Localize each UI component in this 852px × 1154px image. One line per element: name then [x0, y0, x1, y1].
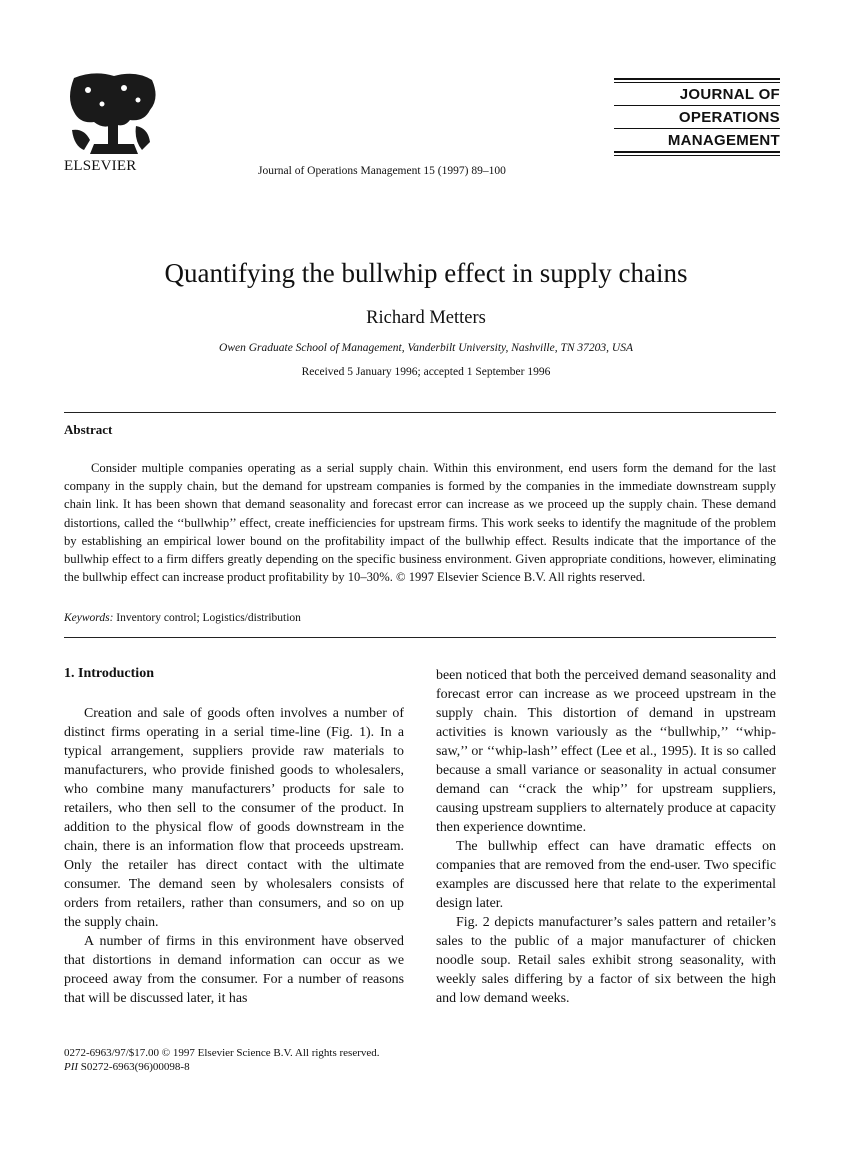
journal-logo-divider-2 — [614, 128, 780, 129]
journal-logo-rule-bottom2 — [614, 155, 780, 156]
pii-value: S0272-6963(96)00098-8 — [80, 1061, 190, 1073]
keywords-text: Inventory control; Logistics/distribution — [116, 612, 301, 624]
right-column — [436, 666, 776, 1008]
pii-label: PII — [64, 1061, 79, 1073]
abstract-heading: Abstract — [64, 422, 113, 437]
journal-logo-line2: OPERATIONS — [678, 109, 780, 126]
paragraph: Fig. 2 depicts manufacturer’s sales pattern and retailer’s sales to the public of a major manufacturer of chicken noodle soup. Retail sales exhibit strong seasonality, with weekly sales differing by a factor of six between the high and low demand weeks. — [436, 915, 776, 1006]
divider-top — [64, 412, 776, 413]
left-column — [64, 704, 404, 1008]
journal-logo-divider-1 — [614, 105, 780, 106]
abstract-text: Consider multiple companies operating as a serial supply chain. Within this environment, end users form the demand for the last company in the supply chain, but the demand for upstream companies is formed by the companies in the immediate downstream supply chain link. It has been shown that demand seasonality and forecast error can increase as we proceed up the supply chain. These demand distortions, called the ‘‘bullwhip’’ effect, create inefficiencies for upstream firms. This work seeks to identify the magnitude of the problem by establishing an empirical lower bound on the profitability impact of the bullwhip effect. Results indicate that the importance of the bullwhip effect to a firm differs greatly depending on the specific business environment. Given appropriate conditions, however, eliminating the bullwhip effect can increase product profitability by 10–30%. © 1997 Elsevier Science B.V. All rights reserved. — [64, 461, 776, 585]
paragraph: The bullwhip effect can have dramatic effects on companies that are removed from the end-user. Two specific examples are discussed here that relate to the experimental design later. — [436, 839, 776, 911]
elsevier-tree-icon — [64, 70, 160, 156]
paper-title: Quantifying the bullwhip effect in supply chains — [164, 258, 688, 288]
elsevier-logo — [64, 70, 160, 156]
section-heading-introduction: 1. Introduction — [64, 666, 154, 681]
journal-logo-line1: JOURNAL OF — [679, 86, 780, 103]
copyright-line: 0272-6963/97/$17.00 © 1997 Elsevier Science B.V. All rights reserved. — [64, 1047, 380, 1059]
paragraph: been noticed that both the perceived demand seasonality and forecast error can increase as we proceed upstream in the supply chain. This distortion of demand in upstream activities is known variously as the ‘‘bullwhip,’’ ‘‘whip-saw,’’ or ‘‘whip-lash’’ effect (Lee et al., 1995). It is so called because a small variance or seasonality in actual consumer demand can ‘‘crack the whip’’ for upstream suppliers, causing upstream suppliers to alternately produce at capacity then experience downtime. — [436, 668, 776, 835]
journal-logo-line3: MANAGEMENT — [667, 132, 780, 149]
journal-citation: Journal of Operations Management 15 (1997) 89–100 — [258, 165, 506, 177]
footer — [64, 1046, 380, 1074]
publisher-name: ELSEVIER — [64, 158, 137, 174]
paragraph: A number of firms in this environment have observed that distortions in demand information can occur as we proceed away from the consumer. For a number of reasons that will be discussed later, it has — [64, 934, 404, 1006]
journal-logo — [614, 78, 780, 158]
journal-logo-rule-top — [614, 78, 780, 80]
author-affiliation: Owen Graduate School of Management, Vanderbilt University, Nashville, TN 37203, USA — [219, 342, 633, 354]
journal-logo-rule-bottom — [614, 151, 780, 153]
divider-bottom — [64, 637, 776, 638]
pii-line — [64, 1060, 380, 1074]
journal-logo-rule-top2 — [614, 82, 780, 83]
keywords — [64, 612, 301, 624]
keywords-label: Keywords: — [64, 612, 114, 624]
received-dates: Received 5 January 1996; accepted 1 September 1996 — [301, 366, 551, 378]
paragraph: Creation and sale of goods often involves a number of distinct firms operating in a serial time-line (Fig. 1). In a typical arrangement, suppliers provide raw materials to manufacturers, who provide finished goods to wholesalers, who combine many manufacturers’ products for sale to retailers, who then sell to the consumer of the product. In addition to the physical flow of goods downstream in the chain, there is an information flow that proceeds upstream. Only the retailer has direct contact with the ultimate consumer. The demand seen by wholesalers consists of orders from retailers, rather than consumers, and so on up the supply chain. — [64, 706, 404, 930]
author-name: Richard Metters — [366, 308, 486, 328]
